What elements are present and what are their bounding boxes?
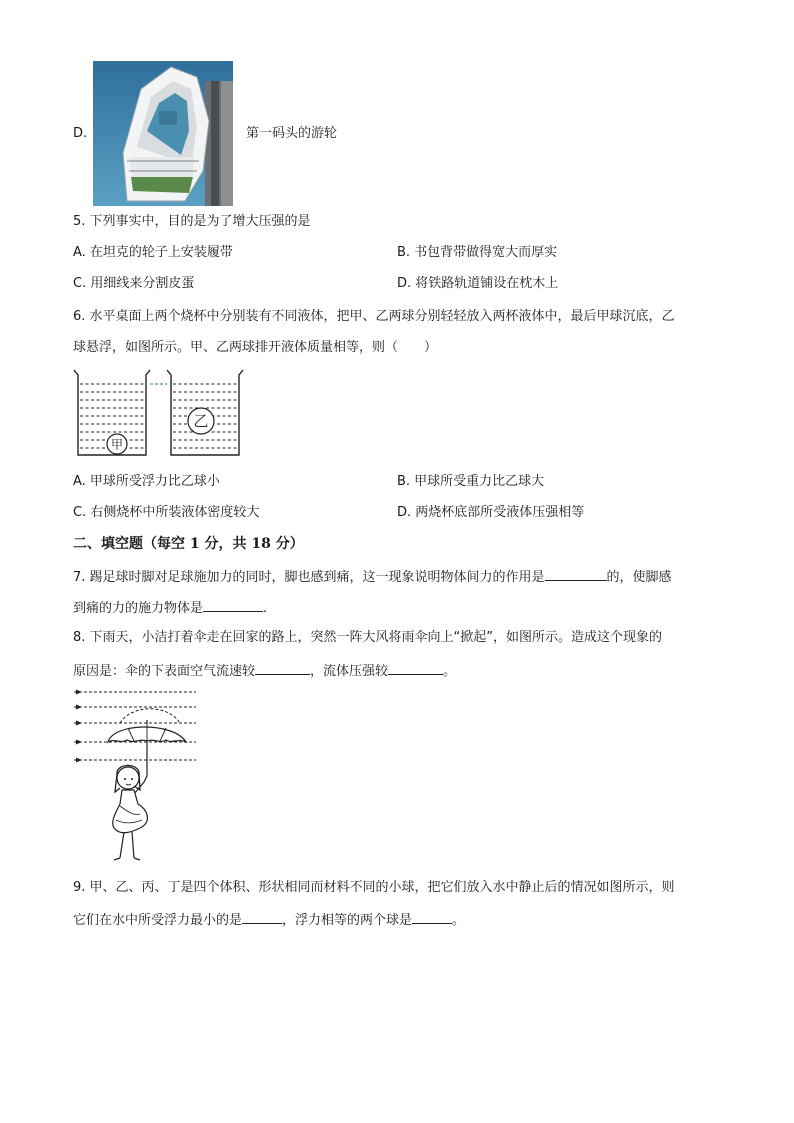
ball-yi-label: 乙 — [193, 412, 209, 430]
q6-option-d: D. 两烧杯底部所受液体压强相等 — [397, 505, 585, 520]
cruise-ship-photo — [93, 61, 233, 206]
q5-stem: 5. 下列事实中，目的是为了增大压强的是 — [73, 214, 311, 229]
option-d-caption: 第一码头的游轮 — [246, 126, 338, 141]
q7-line2 — [73, 599, 267, 617]
q9-line2-text-a: 它们在水中所受浮力最小的是 — [73, 913, 243, 928]
q7-line1 — [73, 568, 672, 586]
section-2-title: 二、填空题（每空 1 分，共 18 分） — [73, 536, 304, 552]
q6-stem-line2: 球悬浮，如图所示。甲、乙两球排开液体质量相等，则（ ） — [73, 340, 438, 355]
q7-blank-2[interactable] — [203, 599, 263, 612]
q6-option-b: B. 甲球所受重力比乙球大 — [397, 474, 545, 489]
q7-line2-text-a: 到痛的力的施力物体是 — [73, 601, 204, 616]
q8-line2-text-a: 原因是：伞的下表面空气流速较 — [73, 664, 256, 679]
q9-blank-2[interactable] — [412, 911, 452, 924]
option-d-label: D. — [73, 126, 88, 141]
q7-line1-text-b: 的，使脚感 — [606, 570, 672, 585]
q5-option-a: A. 在坦克的轮子上安装履带 — [73, 245, 233, 260]
q8-line1: 8. 下雨天，小洁打着伞走在回家的路上，突然一阵大风将雨伞向上“掀起”，如图所示。造成这个现象的 — [73, 630, 663, 645]
q7-line2-text-b: . — [263, 601, 268, 616]
q8-line2-text-b: ，流体压强较 — [310, 664, 389, 679]
q9-line2 — [73, 911, 465, 929]
q9-blank-1[interactable] — [242, 911, 282, 924]
q8-blank-2[interactable] — [388, 662, 443, 675]
q8-line2 — [73, 662, 456, 680]
q5-option-c: C. 用细线来分割皮蛋 — [73, 276, 195, 291]
q7-line1-text-a: 7. 踢足球时脚对足球施加力的同时，脚也感到痛，这一现象说明物体间力的作用是 — [73, 570, 545, 585]
ball-jia-label: 甲 — [110, 437, 124, 452]
q5-option-b: B. 书包背带做得宽大而厚实 — [397, 245, 558, 260]
q8-blank-1[interactable] — [255, 662, 310, 675]
q6-option-c: C. 右侧烧杯中所装液体密度较大 — [73, 505, 260, 520]
q6-option-a: A. 甲球所受浮力比乙球小 — [73, 474, 220, 489]
q9-line1: 9. 甲、乙、丙、丁是四个体积、形状相同而材料不同的小球，把它们放入水中静止后的情况如图所示，则 — [73, 880, 675, 895]
umbrella-wind-diagram — [70, 686, 200, 868]
q6-stem-line1: 6. 水平桌面上两个烧杯中分别装有不同液体，把甲、乙两球分别轻轻放入两杯液体中，最后甲球沉底，乙 — [73, 309, 675, 324]
q7-blank-1[interactable] — [545, 568, 607, 581]
q9-line2-text-b: ，浮力相等的两个球是 — [282, 913, 413, 928]
q8-line2-text-c: 。 — [443, 664, 457, 679]
beakers-diagram — [70, 367, 250, 462]
q5-option-d: D. 将铁路轨道铺设在枕木上 — [397, 276, 559, 291]
q9-line2-text-c: 。 — [452, 913, 466, 928]
